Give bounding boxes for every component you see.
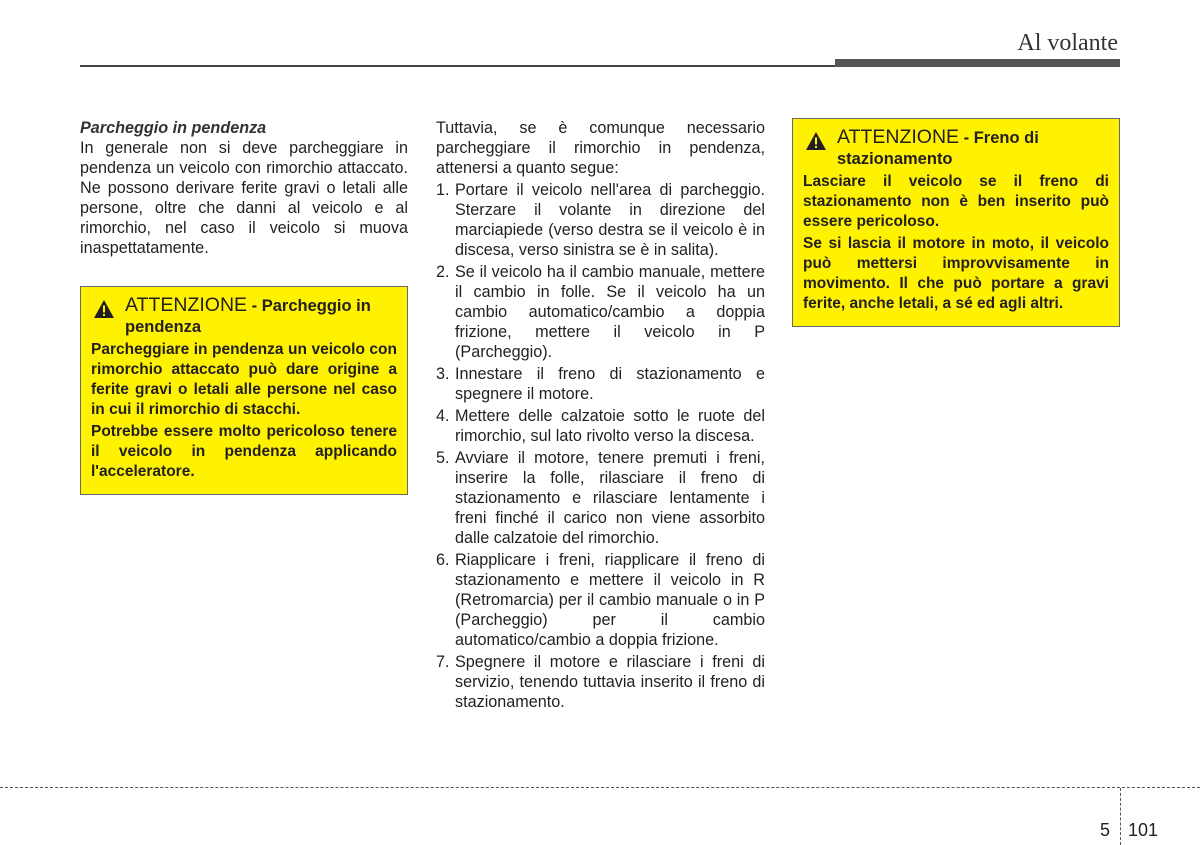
right-column — [792, 118, 1120, 327]
warning-text: Parcheggiare in pendenza un veicolo con rimorchio attaccato può dare origine a ferite gravi o letali alle persone nel caso in cui il rimorchio di stacchi. — [91, 341, 397, 418]
warning-triangle-icon — [805, 131, 827, 151]
step-number: 7. — [436, 653, 450, 671]
footer-divider — [1120, 788, 1121, 845]
middle-column — [436, 118, 765, 714]
steps-list — [436, 180, 765, 712]
header-rule — [80, 65, 840, 67]
warning-text: Potrebbe essere molto pericoloso tenere il veicolo in pendenza applicando l'acceleratore. — [91, 423, 397, 480]
step-number: 3. — [436, 365, 450, 383]
warning-header — [803, 127, 1109, 170]
step-item — [436, 364, 765, 404]
header-rule-thick — [835, 59, 1120, 67]
warning-title — [837, 127, 1109, 170]
step-number: 2. — [436, 263, 450, 281]
warning-box-parking — [80, 286, 408, 495]
warning-header — [91, 295, 397, 338]
section-subheading: Parcheggio in pendenza — [80, 119, 267, 137]
step-text: Se il veicolo ha il cambio manuale, mettere il cambio in folle. Se il veicolo ha un cambio automatico/cambio a doppia frizione, mettere il veicolo in P (Parcheggio). — [455, 263, 765, 361]
step-text: Avviare il motore, tenere premuti i freni, inserire la folle, rilasciare il freno di stazionamento e rilasciare lentamente i freni finché il carico non viene assorbito dalle calzatoie del rimorchio. — [455, 449, 765, 547]
step-number: 5. — [436, 449, 450, 467]
warning-title — [125, 295, 397, 338]
step-text: Innestare il freno di stazionamento e spegnere il motore. — [455, 365, 765, 403]
chapter-number: 5 — [1100, 820, 1111, 840]
step-item — [436, 180, 765, 260]
step-item — [436, 550, 765, 650]
page-header-title: Al volante — [1017, 30, 1118, 56]
step-item — [436, 262, 765, 362]
step-number: 6. — [436, 551, 450, 569]
step-number: 4. — [436, 407, 450, 425]
footer-dotted-rule — [0, 787, 1200, 788]
warning-title-word: ATTENZIONE — [125, 294, 248, 316]
warning-title-subject: - Parcheggio in pendenza — [125, 297, 371, 336]
steps-intro: Tuttavia, se è comunque necessario parcheggiare il rimorchio in pendenza, attenersi a quanto segue: — [436, 119, 765, 177]
step-item — [436, 406, 765, 446]
warning-title-word: ATTENZIONE — [837, 126, 960, 148]
warning-triangle-icon — [93, 299, 115, 319]
left-column — [80, 118, 408, 495]
step-text: Riapplicare i freni, riapplicare il freno di stazionamento e mettere il veicolo in R (Retromarcia) per il cambio manuale o in P (Parcheggio) per il cambio automatico/cambio a doppia frizione. — [455, 551, 765, 649]
step-number: 1. — [436, 181, 450, 199]
step-item — [436, 652, 765, 712]
warning-text: Lasciare il veicolo se il freno di stazionamento non è ben inserito può essere pericoloso. — [803, 173, 1109, 230]
warning-box-parking-brake — [792, 118, 1120, 327]
warning-text: Se si lascia il motore in moto, il veicolo può mettersi improvvisamente in movimento. Il che può portare a gravi ferite, anche letali, a sé ed agli altri. — [803, 235, 1109, 312]
step-text: Portare il veicolo nell'area di parcheggio. Sterzare il volante in direzione del marciapiede (verso destra se il veicolo è in discesa, verso sinistra se è in salita). — [455, 181, 765, 259]
step-text: Mettere delle calzatoie sotto le ruote del rimorchio, sul lato rivolto verso la discesa. — [455, 407, 765, 445]
warning-title-subject: - Freno di stazionamento — [837, 129, 1039, 168]
page-number: 101 — [1128, 820, 1159, 840]
step-item — [436, 448, 765, 548]
intro-paragraph: In generale non si deve parcheggiare in pendenza un veicolo con rimorchio attaccato. Ne possono derivare ferite gravi o letali alle persone, oltre che danni al veicolo e al rimorchio, nel caso il veicolo si muova inaspettatamente. — [80, 139, 408, 257]
step-text: Spegnere il motore e rilasciare i freni di servizio, tenendo tuttavia inserito il freno di stazionamento. — [455, 653, 765, 711]
